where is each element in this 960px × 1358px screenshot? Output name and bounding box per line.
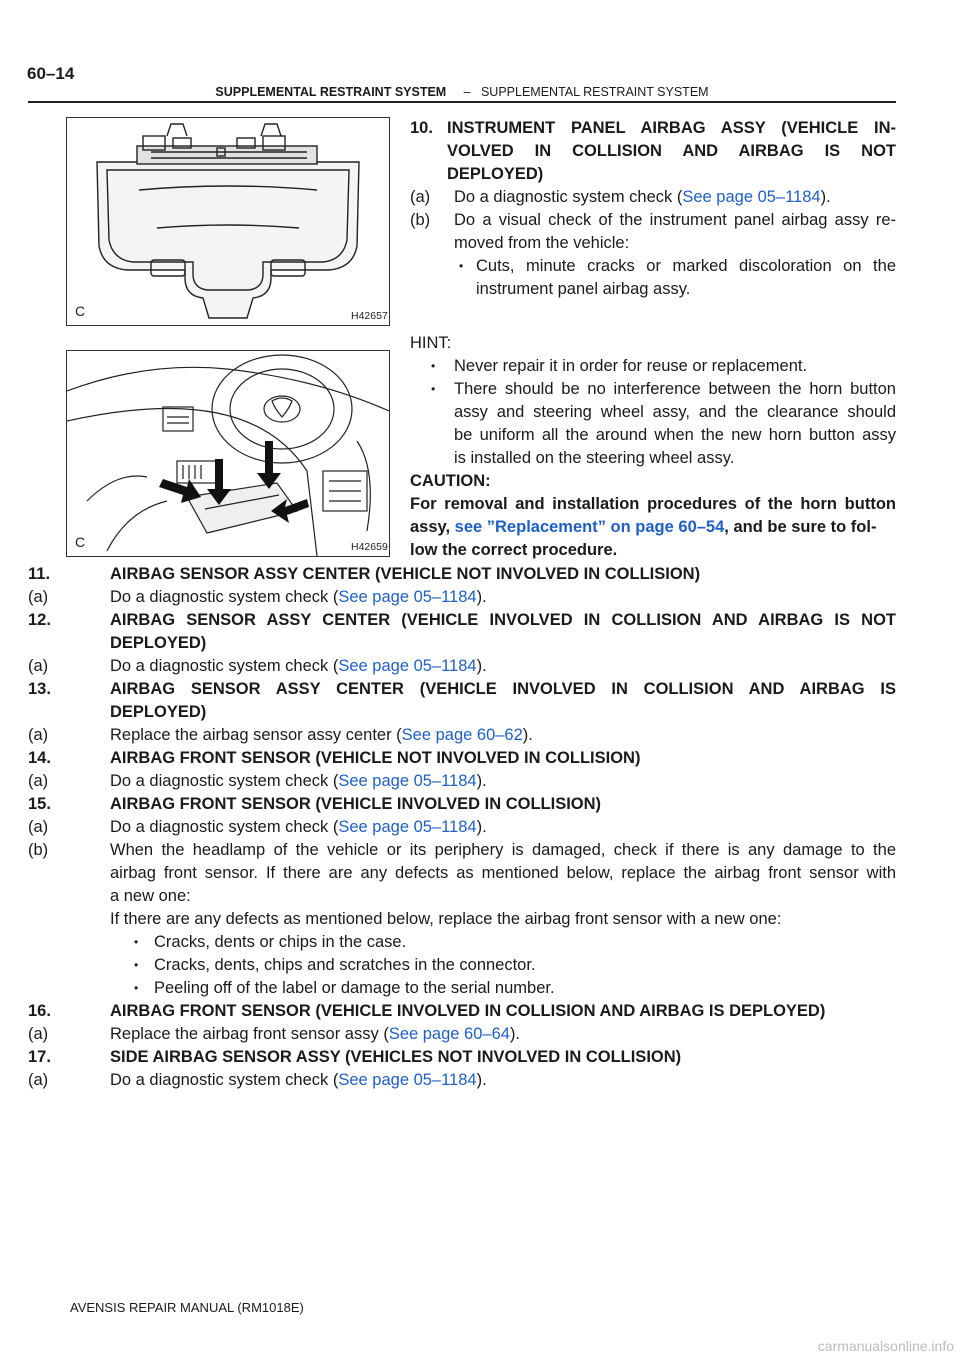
- step-15-number: 15.: [28, 795, 51, 813]
- step-13-title-line1: AIRBAG SENSOR ASSY CENTER (VEHICLE INVOLVED IN COLLISION AND AIRBAG IS: [110, 680, 896, 698]
- step-12-title-line2: DEPLOYED): [110, 634, 207, 652]
- figure-2-letter: C: [75, 534, 86, 550]
- step-15b-bullet-1: Cracks, dents or chips in the case.: [154, 933, 407, 951]
- step-10-title-line3: DEPLOYED): [447, 165, 544, 183]
- step-11-number: 11.: [28, 565, 51, 583]
- step-10-number: 10.: [410, 119, 433, 137]
- hint-bullet-1: Never repair it in order for reuse or replacement.: [454, 357, 808, 375]
- step-17a-label: (a): [28, 1071, 49, 1089]
- airbag-assy-illustration: [67, 118, 389, 325]
- step-17a-text: Do a diagnostic system check (See page 05–1184).: [110, 1071, 487, 1089]
- link-see-page[interactable]: See page 60–62: [401, 726, 523, 744]
- bullet: •: [431, 359, 436, 373]
- step-15b-line2: airbag front sensor. If there are any defects as mentioned below, replace the airbag front sensor with: [110, 864, 896, 882]
- step-15b-bullet-2: Cracks, dents, chips and scratches in the connector.: [154, 956, 536, 974]
- bullet: •: [134, 981, 139, 995]
- step-10b-bullet-line2: instrument panel airbag assy.: [476, 280, 691, 298]
- step-15b-label: (b): [28, 841, 49, 859]
- hint-bullet-2-line4: is installed on the steering wheel assy.: [454, 449, 735, 467]
- figure-1-id: H42657: [351, 310, 388, 322]
- link-see-page[interactable]: See page 05–1184: [338, 772, 477, 790]
- figure-2-id: H42659: [351, 541, 388, 553]
- bullet: •: [459, 259, 464, 273]
- step-15b-line1: When the headlamp of the vehicle or its periphery is damaged, check if there is any damage to the: [110, 841, 896, 859]
- step-11-title: AIRBAG SENSOR ASSY CENTER (VEHICLE NOT INVOLVED IN COLLISION): [110, 565, 701, 583]
- header-rule: [28, 101, 896, 103]
- bullet: •: [134, 935, 139, 949]
- step-10-title-line2: VOLVED IN COLLISION AND AIRBAG IS NOT: [447, 142, 896, 160]
- bullet: •: [134, 958, 139, 972]
- link-see-page[interactable]: See page 05–1184: [338, 818, 477, 836]
- step-12a-text: Do a diagnostic system check (See page 05–1184).: [110, 657, 487, 675]
- hint-label: HINT:: [410, 334, 452, 352]
- figure-1-letter: C: [75, 303, 86, 319]
- link-see-page[interactable]: See page 05–1184: [338, 657, 477, 675]
- dashboard-illustration: [67, 351, 389, 556]
- step-11a-text: Do a diagnostic system check (See page 05–1184).: [110, 588, 487, 606]
- step-14-title: AIRBAG FRONT SENSOR (VEHICLE NOT INVOLVED IN COLLISION): [110, 749, 641, 767]
- step-10b-line2: moved from the vehicle:: [454, 234, 630, 252]
- watermark: carmanualsonline.info: [817, 1338, 954, 1354]
- step-13a-label: (a): [28, 726, 49, 744]
- caution-line1: For removal and installation procedures of the horn button: [410, 495, 896, 513]
- step-13a-text: Replace the airbag sensor assy center (See page 60–62).: [110, 726, 533, 744]
- step-10a-text: Do a diagnostic system check (See page 05–1184).: [454, 188, 831, 206]
- step-15b-bullet-3: Peeling off of the label or damage to the serial number.: [154, 979, 555, 997]
- step-14-number: 14.: [28, 749, 51, 767]
- running-header: [28, 85, 896, 99]
- step-17-number: 17.: [28, 1048, 51, 1066]
- step-10b-line1: Do a visual check of the instrument panel airbag assy re-: [454, 211, 896, 229]
- step-15b-line3: a new one:: [110, 887, 191, 905]
- step-14a-text: Do a diagnostic system check (See page 05–1184).: [110, 772, 487, 790]
- link-see-page[interactable]: See page 05–1184: [338, 1071, 477, 1089]
- step-16a-text: Replace the airbag front sensor assy (See page 60–64).: [110, 1025, 521, 1043]
- link-see-page[interactable]: See page 60–64: [388, 1025, 510, 1043]
- step-17-title: SIDE AIRBAG SENSOR ASSY (VEHICLES NOT INVOLVED IN COLLISION): [110, 1048, 682, 1066]
- step-16-number: 16.: [28, 1002, 51, 1020]
- step-13-title-line2: DEPLOYED): [110, 703, 207, 721]
- step-16a-label: (a): [28, 1025, 49, 1043]
- step-12a-label: (a): [28, 657, 49, 675]
- step-13-number: 13.: [28, 680, 51, 698]
- step-12-number: 12.: [28, 611, 51, 629]
- footer-manual-title: AVENSIS REPAIR MANUAL (RM1018E): [70, 1300, 304, 1315]
- link-replacement[interactable]: see ”Replacement” on page 60–54: [454, 518, 725, 536]
- figure-dashboard-location: [66, 350, 390, 557]
- link-see-page[interactable]: See page 05–1184: [338, 588, 477, 606]
- header-section-bold: SUPPLEMENTAL RESTRAINT SYSTEM: [215, 85, 447, 99]
- step-10a-label: (a): [410, 188, 431, 206]
- step-15b-line4: If there are any defects as mentioned below, replace the airbag front sensor with a new one:: [110, 910, 782, 928]
- hint-bullet-2-line2: assy and steering wheel assy, and the clearance should: [454, 403, 896, 421]
- hint-bullet-2-line1: There should be no interference between the horn button: [454, 380, 896, 398]
- step-15a-text: Do a diagnostic system check (See page 05–1184).: [110, 818, 487, 836]
- step-16-title: AIRBAG FRONT SENSOR (VEHICLE INVOLVED IN COLLISION AND AIRBAG IS DEPLOYED): [110, 1002, 826, 1020]
- bullet: •: [431, 382, 436, 396]
- step-10-title-line1: INSTRUMENT PANEL AIRBAG ASSY (VEHICLE IN-: [447, 119, 896, 137]
- page-number: 60–14: [27, 64, 75, 83]
- step-15a-label: (a): [28, 818, 49, 836]
- caution-label: CAUTION:: [410, 472, 491, 490]
- hint-bullet-2-line3: be uniform all the around when the new horn button assy: [454, 426, 896, 444]
- figure-instrument-panel-airbag: [66, 117, 390, 326]
- caution-line3: low the correct procedure.: [410, 541, 618, 559]
- step-11a-label: (a): [28, 588, 49, 606]
- step-12-title-line1: AIRBAG SENSOR ASSY CENTER (VEHICLE INVOLVED IN COLLISION AND AIRBAG IS NOT: [110, 611, 896, 629]
- step-15-title: AIRBAG FRONT SENSOR (VEHICLE INVOLVED IN COLLISION): [110, 795, 602, 813]
- step-10b-label: (b): [410, 211, 431, 229]
- header-separator: –: [463, 85, 471, 99]
- link-see-page[interactable]: See page 05–1184: [682, 188, 821, 206]
- step-10b-bullet-line1: Cuts, minute cracks or marked discoloration on the: [476, 257, 896, 275]
- caution-line2: assy, see ”Replacement” on page 60–54, and be sure to fol-: [410, 518, 877, 536]
- step-14a-label: (a): [28, 772, 49, 790]
- header-section: SUPPLEMENTAL RESTRAINT SYSTEM: [480, 85, 709, 99]
